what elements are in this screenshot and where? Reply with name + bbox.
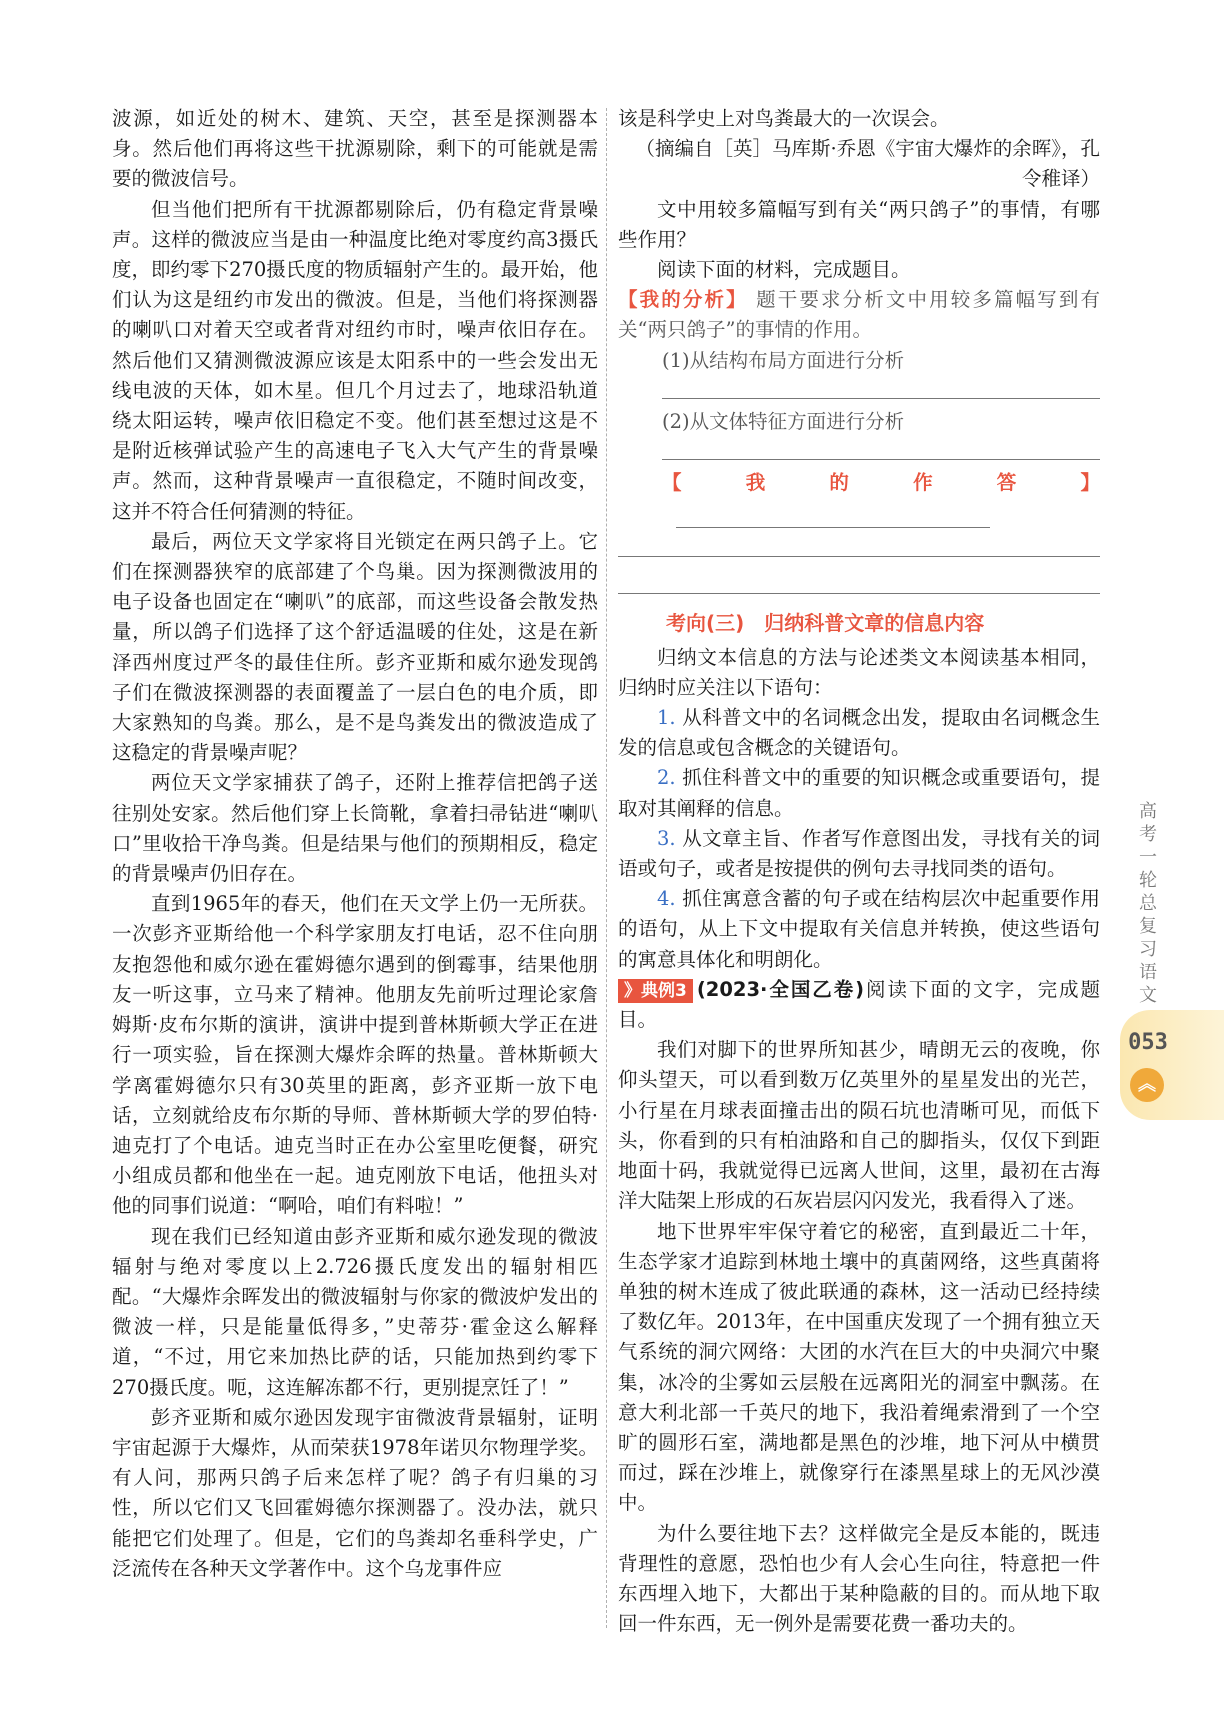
question: 文中用较多篇幅写到有关“两只鸽子”的事情，有哪些作用？: [618, 197, 1100, 251]
passage-paragraph: 我们对脚下的世界所知甚少，晴朗无云的夜晚，你仰头望天，可以看到数万亿英里外的星星发出的光芒，小行星在月球表面撞击出的陨石坑也清晰可见，而低下头，你看到的只有柏油路和自己的脚指头，仅仅下到距地面十码，我就觉得已远离人世间，这里，最初在古海洋大陆架上形成的石灰岩层闪闪发光，我看得入了迷。: [618, 1038, 1100, 1213]
page-tab: [1120, 1010, 1224, 1120]
answer-line[interactable]: [662, 376, 1100, 399]
paragraph: 最后，两位天文学家将目光锁定在两只鸽子上。它们在探测器狭窄的底部建了个鸟巢。因为探测微波用的电子设备也固定在“喇叭”的底部，而这些设备会散发热量，所以鸽子们选择了这个舒适温暖的住处，这是在新泽西州度过严冬的最佳住所。彭齐亚斯和威尔逊发现鸽子们在微波探测器的表面覆盖了一层白色的电介质，即大家熟知的鸟粪。那么，是不是鸟粪发出的微波造成了这稳定的背景噪声呢？: [112, 529, 598, 765]
paragraph: 该是科学史上对鸟粪最大的一次误会。: [618, 107, 950, 130]
answer-line[interactable]: [618, 565, 1100, 594]
analysis-item: (1)从结构布局方面进行分析: [662, 348, 905, 372]
item-number: 2.: [657, 766, 676, 790]
answer-line[interactable]: [618, 528, 1100, 557]
page-number: 053: [1128, 1030, 1168, 1055]
analysis-text: 题干要求分析文中用较多篇幅写到有关“两只鸽子”的事情的作用。: [618, 288, 1100, 342]
analysis-item: (2)从文体特征方面进行分析: [662, 409, 905, 433]
book-title-label: 高考一轮总复习 语文: [1139, 801, 1157, 1006]
paragraph: 彭齐亚斯和威尔逊因发现宇宙微波背景辐射，证明宇宙起源于大爆炸，从而荣获1978年诺贝尔物理学奖。有人问，那两只鸽子后来怎样了呢？鸽子有归巢的习性，所以它们又飞回霍姆德尔探测器了。没办法，就只能把它们处理了。但是，它们的鸟粪却名垂科学史，广泛流传在各种天文学著作中。这个乌龙事件应: [112, 1405, 598, 1580]
left-column: [112, 104, 598, 1584]
chevron-up-icon[interactable]: ︽: [1130, 1068, 1164, 1102]
answer-label: 【我的作答】: [662, 471, 1100, 495]
section-intro: 归纳文本信息的方法与论述类文本阅读基本相同，归纳时应关注以下语句：: [618, 645, 1100, 699]
list-item: [618, 763, 1100, 823]
answer-line[interactable]: [662, 437, 1100, 460]
answer-block: [618, 468, 1100, 528]
item-number: 1.: [657, 706, 676, 730]
answer-line[interactable]: [676, 507, 990, 528]
analysis-block: [618, 285, 1100, 345]
item-text: 抓住寓意含蓄的句子或在结构层次中起重要作用的语句，从上下文中提取有关信息并转换，使这些语句的寓意具体化和明朗化。: [618, 887, 1100, 971]
analysis-label: 【我的分析】: [618, 288, 748, 312]
item-number: 3.: [657, 826, 676, 850]
list-item: [618, 884, 1100, 975]
paragraph: 波源，如近处的树木、建筑、天空，甚至是探测器本身。然后他们再将这些干扰源剔除，剩下的可能就是需要的微波信号。: [112, 107, 598, 191]
passage-paragraph: 为什么要往地下去？这样做完全是反本能的，既违背理性的意愿，恐怕也少有人会心生向往，特意把一件东西埋入地下，大都出于某种隐蔽的目的。而从地下取回一件东西，无一例外是需要花费一番功夫的。: [618, 1521, 1100, 1636]
column-divider: [606, 108, 607, 1628]
paragraph: 两位天文学家捕获了鸽子，还附上推荐信把鸽子送往别处安家。然后他们穿上长筒靴，拿着扫帚钻进“喇叭口”里收拾干净鸟粪。但是结果与他们的预期相反，稳定的背景噪声仍旧存在。: [112, 771, 598, 886]
paragraph: 现在我们已经知道由彭齐亚斯和威尔逊发现的微波辐射与绝对零度以上2.726摄氏度发出的辐射相匹配。“大爆炸余晖发出的微波辐射与你家的微波炉发出的微波一样，只是能量低得多，”史蒂芬·霍金这么解释道，“不过，用它来加热比萨的话，只能加热到约零下270摄氏度。呃，这连解冻都不行，更别提烹饪了！”: [112, 1224, 598, 1399]
example-text: 阅读下面的文字，完成题目。: [618, 977, 1100, 1032]
example-tag: 》典例3: [618, 979, 693, 1003]
paragraph: 直到1965年的春天，他们在天文学上仍一无所获。一次彭齐亚斯给他一个科学家朋友打电话，忍不住向朋友抱怨他和威尔逊在霍姆德尔遇到的倒霉事，结果他朋友一听这事，立马来了精神。他朋友先前听过理论家詹姆斯·皮布尔斯的演讲，演讲中提到普林斯顿大学正在进行一项实验，旨在探测大爆炸余晖的热量。普林斯顿大学离霍姆德尔只有30英里的距离，彭齐亚斯一放下电话，立刻就给皮布尔斯的导师、普林斯顿大学的罗伯特·迪克打了个电话。迪克当时正在办公室里吃便餐，研究小组成员都和他坐在一起。迪克刚放下电话，他扭头对他的同事们说道：“啊哈，咱们有料啦！”: [112, 892, 598, 1218]
paragraph: 但当他们把所有干扰源都剔除后，仍有稳定背景噪声。这样的微波应当是由一种温度比绝对零度约高3摄氏度，即约零下270摄氏度的物质辐射产生的。最开始，他们认为这是纽约市发出的微波。但是，当他们将探测器的喇叭口对着天空或者背对纽约市时，噪声依旧存在。然后他们又猜测微波源应该是太阳系中的一些会发出无线电波的天体，如木星。但几个月过去了，地球沿轨道绕太阳运转，噪声依旧稳定不变。他们甚至想过这是不是附近核弹试验产生的高速电子飞入大气产生的背景噪声。然而，这种背景噪声一直很稳定，不随时间改变，这并不符合任何猜测的特征。: [112, 197, 598, 523]
item-number: 4.: [657, 887, 676, 911]
list-item: [618, 824, 1100, 884]
item-text: 从文章主旨、作者写作意图出发，寻找有关的词语或句子，或者是按提供的例句去寻找同类的语句。: [618, 826, 1100, 881]
item-text: 从科普文中的名词概念出发，提取由名词概念生发的信息或包含概念的关键语句。: [618, 706, 1100, 760]
list-item: [618, 703, 1100, 763]
source-citation: （摘编自［英］马库斯·乔恩《宇宙大爆炸的余晖》，孔令稚译）: [635, 137, 1100, 191]
item-text: 抓住科普文中的重要的知识概念或重要语句，提取对其阐释的信息。: [618, 766, 1100, 820]
example-source: (2023·全国乙卷): [696, 977, 865, 1001]
right-column: [618, 104, 1100, 1639]
section-title: 考向(三) 归纳科普文章的信息内容: [666, 611, 985, 636]
example-header: [618, 975, 1100, 1035]
passage-paragraph: 地下世界牢牢保守着它的秘密，直到最近二十年，生态学家才追踪到林地土壤中的真菌网络，这些真菌将单独的树木连成了彼此联通的森林，这一活动已经持续了数亿年。2013年，在中国重庆发现了一个拥有独立天气系统的洞穴网络：大团的水汽在巨大的中央洞穴中聚集，冰冷的尘雾如云层般在远离阳光的洞室中飘荡。在意大利北部一千英尺的地下，我沿着绳索滑到了一个空旷的圆形石室，满地都是黑色的沙堆，地下河从中横贯而过，踩在沙堆上，就像穿行在漆黑星球上的无风沙漠中。: [618, 1219, 1100, 1515]
instruction: 阅读下面的材料，完成题目。: [657, 258, 911, 282]
